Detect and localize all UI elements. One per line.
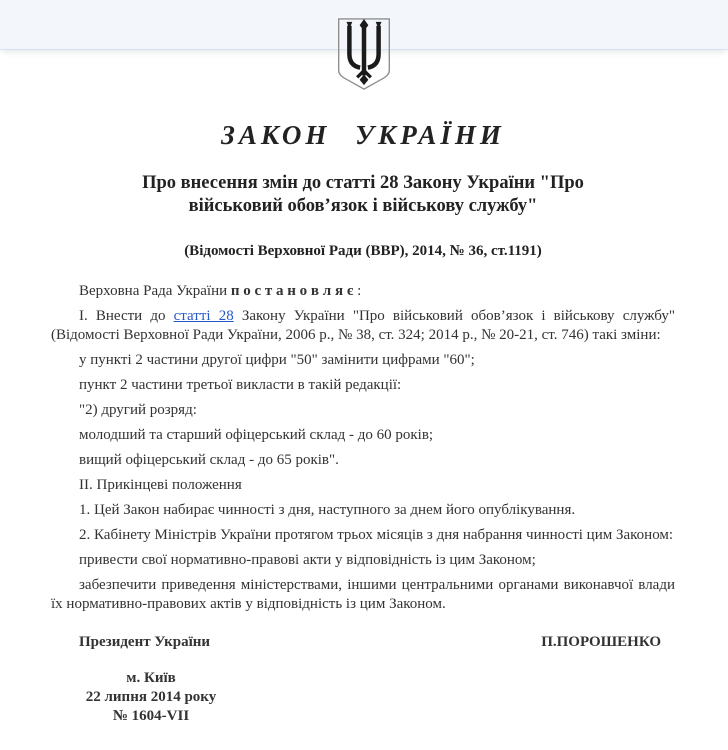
paragraph-junior-senior-officers: молодший та старший офіцерський склад - до 60 років; [79,427,434,444]
paragraph-ensure-ministries: забезпечити приведення міністерствами, іншими центральними органами виконавчої влади їх нормативно-правових актів у відповідність із цим Законом. [51,577,675,613]
issued-number: № 1604-VII [112,708,190,725]
law-subtitle: Про внесення змін до статті 28 Закону України "Про військовий обов’язок і військову службу" [142,173,584,217]
vvr-reference: (Відомості Верховної Ради (ВВР), 2014, № 36, ст.1191) [184,243,542,260]
document-body [0,120,728,726]
paragraph-point2-part3: пункт 2 частини третьої викласти в такій редакції: [79,377,402,394]
enacting-clause [51,282,675,301]
enacting-emphasis: п о с т а н о в л я є [230,283,354,300]
signature-row [51,634,675,651]
paragraph-second-category: "2) другий розряд: [79,402,197,419]
amendment-clause [51,307,675,345]
issued-date: 22 липня 2014 року [85,689,217,706]
issued-place: м. Київ [126,670,176,687]
paragraph-entry-into-force: 1. Цей Закон набирає чинності з дня, наступного за днем його опублікування. [79,502,576,519]
paragraph-cabinet-instruction: 2. Кабінету Міністрів України протягом трьох місяців з дня набрання чинності цим Законом: [79,527,674,544]
article-28-link[interactable]: статті 28 [173,308,234,325]
tryzub-shield-graphic [336,17,393,91]
enacting-suffix: : [353,283,362,300]
law-text [51,282,675,614]
enacting-prefix: Верховна Рада України [79,283,231,300]
law-title: ЗАКОН УКРАЇНИ [221,120,505,150]
paragraph-bring-acts: привести свої нормативно-правові акти у відповідність із цим Законом; [79,552,536,569]
paragraph-higher-officers: вищий офіцерський склад - до 65 років". [79,452,339,469]
amendment-prefix: І. Внести до [79,308,174,325]
issued-block [51,669,251,726]
signatory-name: П.ПОРОШЕНКО [541,634,661,651]
amendment-suffix: Закону України "Про військовий обов’язок і військову службу" (Відомості Верховної Ради України, 2006 р., № 38, ст. 324; 2014 р., № 20-21, ст. 746) такі зміни: [51,308,675,344]
signatory-title: Президент України [79,634,211,651]
paragraph-point2-part2: у пункті 2 частини другої цифри "50" замінити цифрами "60"; [79,352,475,369]
section-final-provisions: ІІ. Прикінцеві положення [79,477,242,494]
ukraine-coat-of-arms-icon [336,17,393,91]
